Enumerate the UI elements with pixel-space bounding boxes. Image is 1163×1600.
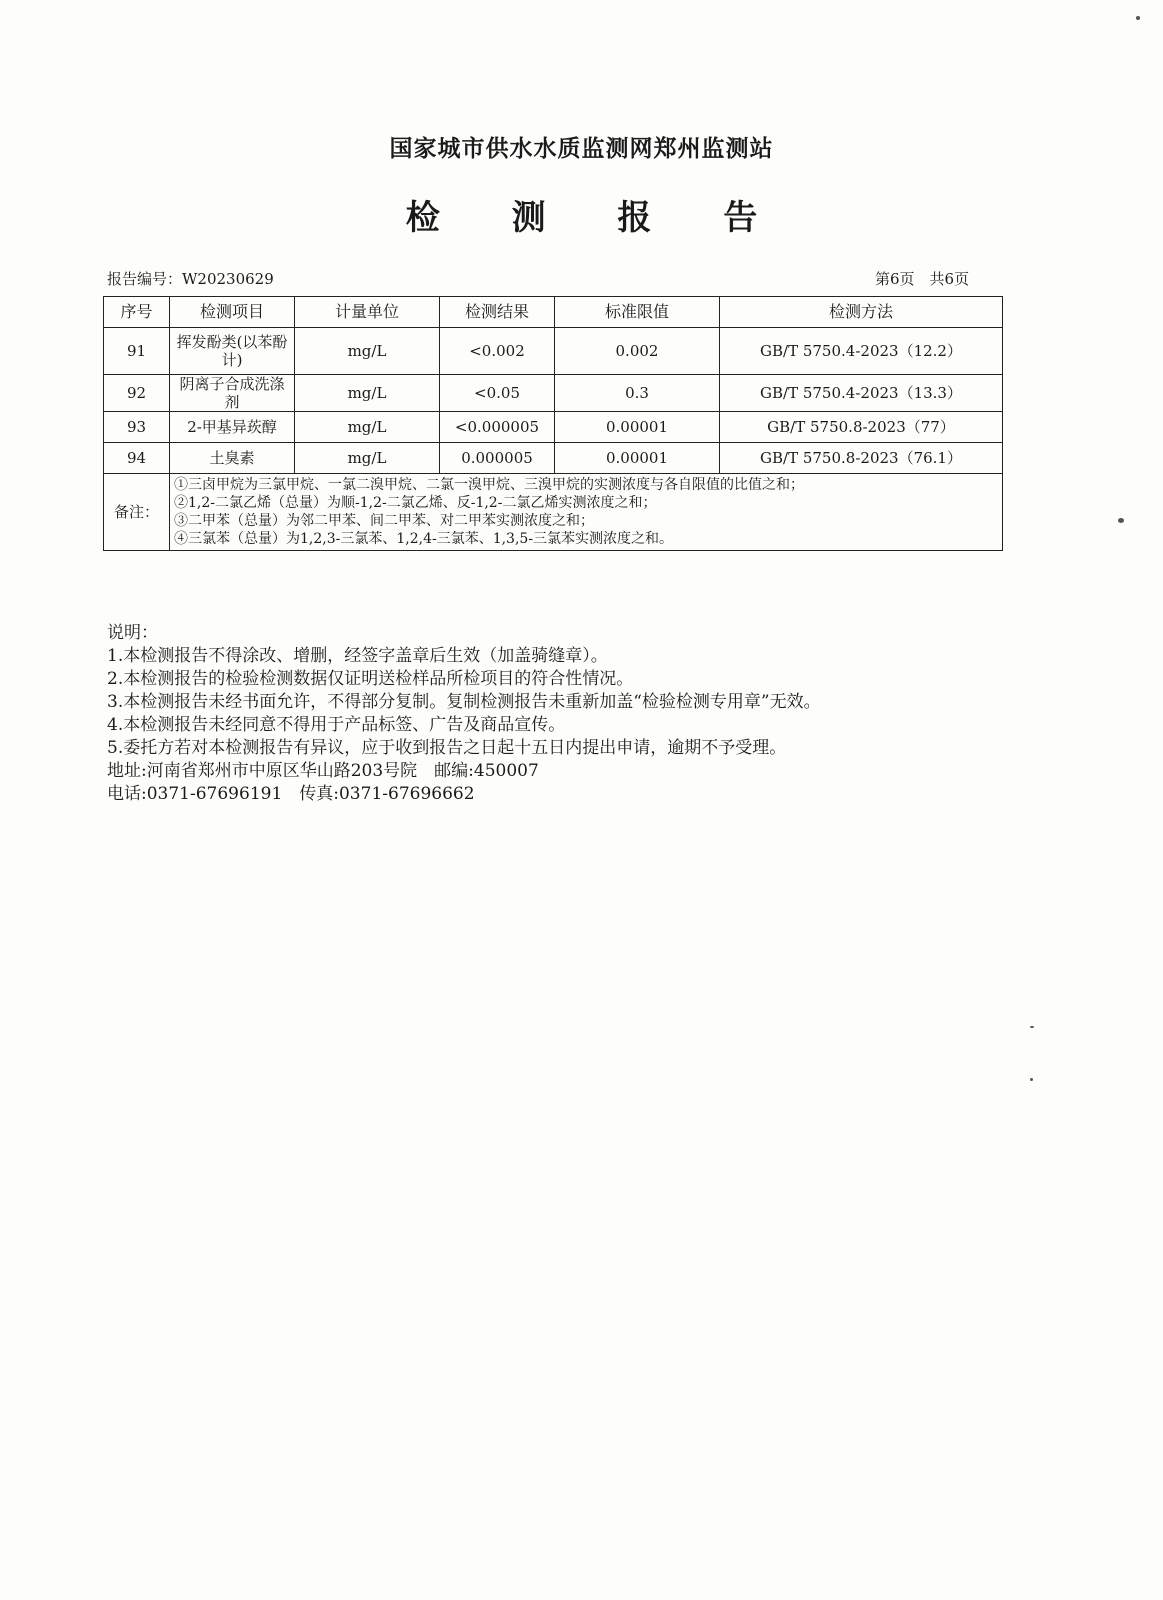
scan-speck: [1030, 1078, 1033, 1081]
note-item: 5.委托方若对本检测报告有异议，应于收到报告之日起十五日内提出申请，逾期不予受理。: [107, 738, 787, 758]
col-header-method: 检测方法: [720, 297, 1003, 328]
note-item: 4.本检测报告未经同意不得用于产品标签、广告及商品宣传。: [107, 715, 566, 735]
cell-result: 0.000005: [440, 443, 555, 474]
address-line: 地址:河南省郑州市中原区华山路203号院 邮编:450007: [107, 761, 539, 781]
remark-item: ①三卤甲烷为三氯甲烷、一氯二溴甲烷、二氯一溴甲烷、三溴甲烷的实测浓度与各自限值的比值之和；: [174, 477, 804, 493]
table-row: [104, 412, 1003, 443]
table-header-row: [104, 297, 1003, 328]
organization-name: 国家城市供水水质监测网郑州监测站: [389, 136, 774, 162]
cell-unit: mg/L: [295, 412, 440, 443]
scan-speck: [1030, 1026, 1034, 1028]
report-number: 报告编号：W20230629: [107, 270, 274, 288]
cell-item: 2-甲基异莰醇: [170, 412, 295, 443]
col-header-item: 检测项目: [170, 297, 295, 328]
cell-unit: mg/L: [295, 443, 440, 474]
cell-unit: mg/L: [295, 375, 440, 412]
remarks-body: [170, 474, 1003, 551]
note-item: 3.本检测报告未经书面允许，不得部分复制。复制检测报告未重新加盖“检验检测专用章”无效。: [107, 692, 821, 712]
cell-method: GB/T 5750.8-2023（76.1）: [720, 443, 1003, 474]
remark-item: ④三氯苯（总量）为1,2,3-三氯苯、1,2,4-三氯苯、1,3,5-三氯苯实测浓度之和。: [174, 531, 674, 547]
remarks-label: 备注：: [104, 474, 170, 551]
cell-item: 土臭素: [170, 443, 295, 474]
table-row: [104, 375, 1003, 412]
cell-unit: mg/L: [295, 328, 440, 375]
remarks-row: [104, 474, 1003, 551]
cell-no: 94: [104, 443, 170, 474]
cell-method: GB/T 5750.8-2023（77）: [720, 412, 1003, 443]
col-header-limit: 标准限值: [555, 297, 720, 328]
table-row: [104, 443, 1003, 474]
cell-no: 92: [104, 375, 170, 412]
cell-limit: 0.3: [555, 375, 720, 412]
cell-result: <0.05: [440, 375, 555, 412]
cell-no: 91: [104, 328, 170, 375]
cell-limit: 0.00001: [555, 443, 720, 474]
table-row: [104, 328, 1003, 375]
cell-limit: 0.00001: [555, 412, 720, 443]
cell-result: <0.002: [440, 328, 555, 375]
cell-method: GB/T 5750.4-2023（13.3）: [720, 375, 1003, 412]
col-header-no: 序号: [104, 297, 170, 328]
cell-no: 93: [104, 412, 170, 443]
note-item: 1.本检测报告不得涂改、增删，经签字盖章后生效（加盖骑缝章）。: [107, 646, 608, 666]
cell-result: <0.000005: [440, 412, 555, 443]
scan-speck: [1136, 16, 1140, 20]
document-title: 检 测 报 告: [405, 198, 788, 238]
remark-item: ②1,2-二氯乙烯（总量）为顺-1,2-二氯乙烯、反-1,2-二氯乙烯实测浓度之和；: [174, 495, 657, 511]
notes-heading: 说明：: [107, 623, 158, 643]
page-info: 第6页 共6页: [875, 270, 970, 288]
cell-limit: 0.002: [555, 328, 720, 375]
col-header-result: 检测结果: [440, 297, 555, 328]
phone-line: 电话:0371-67696191 传真:0371-67696662: [107, 784, 475, 804]
scan-speck: [1118, 518, 1124, 523]
note-item: 2.本检测报告的检验检测数据仅证明送检样品所检项目的符合性情况。: [107, 669, 634, 689]
remark-item: ③二甲苯（总量）为邻二甲苯、间二甲苯、对二甲苯实测浓度之和；: [174, 513, 594, 529]
cell-item: 挥发酚类(以苯酚计): [170, 328, 295, 375]
cell-method: GB/T 5750.4-2023（12.2）: [720, 328, 1003, 375]
results-table: [103, 296, 1003, 551]
notes-section: [107, 622, 1007, 806]
col-header-unit: 计量单位: [295, 297, 440, 328]
cell-item: 阴离子合成洗涤剂: [170, 375, 295, 412]
